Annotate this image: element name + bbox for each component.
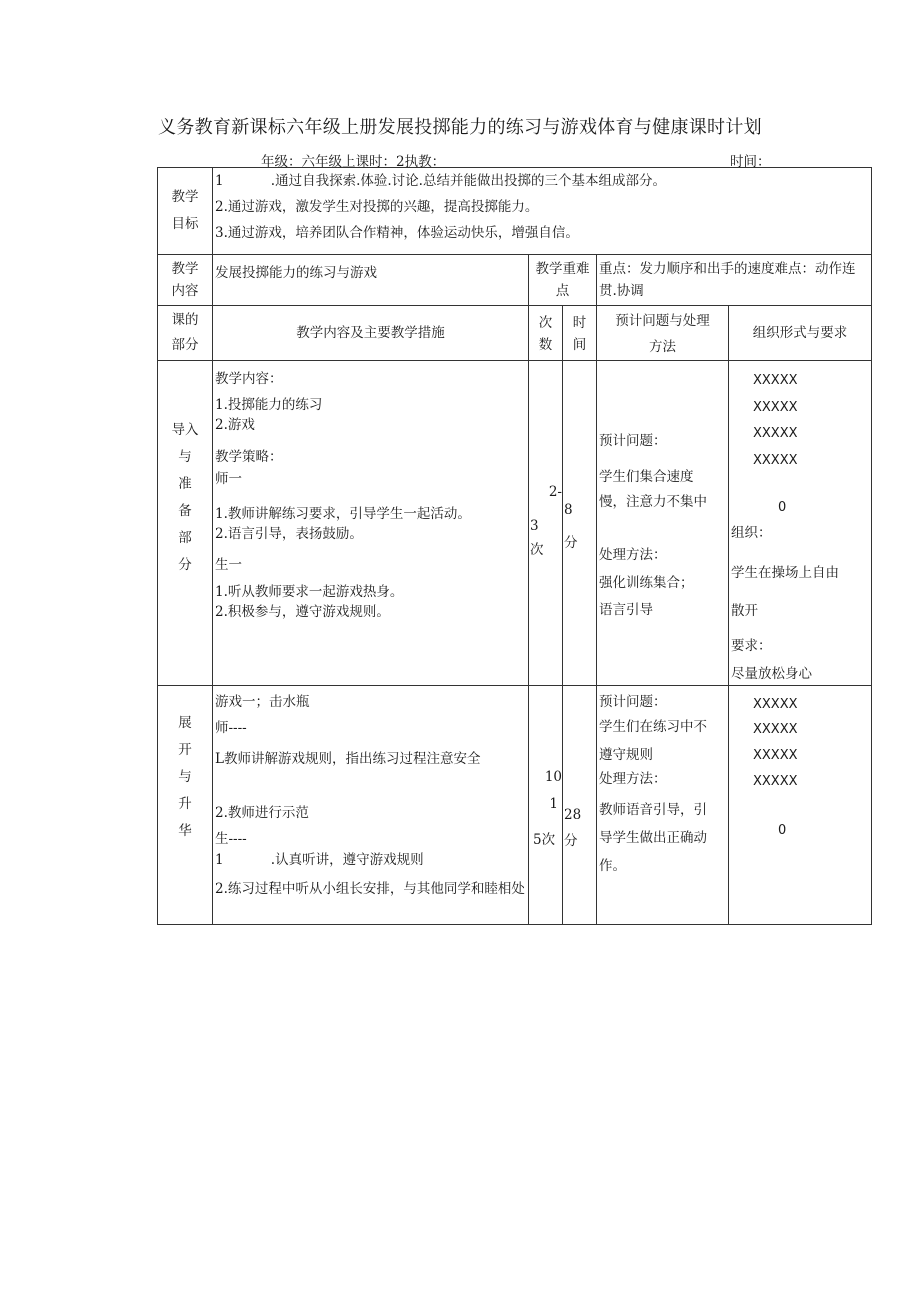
- header-row: [158, 306, 872, 361]
- objective-item: 3.通过游戏，培养团队合作精神，体验运动快乐，增强自信。: [215, 225, 579, 241]
- section-develop-label: 展 开 与 升 华: [158, 686, 213, 925]
- header-count: 次 数: [529, 306, 563, 361]
- objective-item: 1 .通过自我探索.体验.讨论.总结并能做出投掷的三个基本组成部分。: [215, 173, 666, 189]
- meta-grade-line: 年级：六年级上课时：2执教：: [261, 154, 446, 170]
- section-intro-content: 教学内容： 1.投掷能力的练习 2.游戏 教学策略： 师一 1.教师讲解练习要求，引导学生一起活动。 2.语言引导，表扬鼓励。 生一 1.听从教师要求一起游戏热身。 2.积极参与，遵守游戏规则。: [213, 361, 529, 686]
- section-develop-content: 游戏一；击水瓶 师---- L教师讲解游戏规则，指出练习过程注意安全 2.教师进行示范 生---- 1 .认真听讲，遵守游戏规则 2.练习过程中听从小组长安排，与其他同学和睦相处: [213, 686, 529, 925]
- section-develop-problems: 预计问题： 学生们在练习中不遵守规则 处理方法： 教师语音引导，引导学生做出正确动作。: [597, 686, 729, 925]
- section-intro-org: XXXXX XXXXX XXXXX XXXXX 0 组织： 学生在操场上自由散开 要求： 尽量放松身心: [729, 361, 872, 686]
- content-label: 教学 内容: [158, 255, 213, 306]
- section-develop-row: [158, 686, 872, 925]
- lesson-plan-table: [157, 167, 872, 925]
- section-intro-label: 导入 与 准 备 部 分: [158, 361, 213, 686]
- header-time: 时 间: [563, 306, 597, 361]
- content-row: [158, 255, 872, 306]
- section-intro-row: [158, 361, 872, 686]
- header-content: 教学内容及主要教学措施: [213, 306, 529, 361]
- section-develop-org: XXXXX XXXXX XXXXX XXXXX 0: [729, 686, 872, 925]
- key-points-label: 教学重难 点: [529, 255, 597, 306]
- key-points-value: 重点：发力顺序和出手的速度难点：动作连贯.协调: [597, 255, 872, 306]
- objective-item: 2.通过游戏，激发学生对投掷的兴趣，提高投掷能力。: [215, 199, 539, 215]
- section-intro-problems: 预计问题： 学生们集合速度慢，注意力不集中 处理方法： 强化训练集合； 语言引导: [597, 361, 729, 686]
- meta-time: 时间：: [730, 154, 771, 170]
- section-develop-count: 10 1 5次: [529, 686, 563, 925]
- objectives-list: [213, 168, 872, 255]
- document-title: 义务教育新课标六年级上册发展投掷能力的练习与游戏体育与健康课时计划: [158, 117, 762, 138]
- section-intro-time: 8 分: [563, 361, 597, 686]
- objectives-row: [158, 168, 872, 255]
- content-value: 发展投掷能力的练习与游戏: [213, 255, 529, 306]
- header-part: 课的 部分: [158, 306, 213, 361]
- header-problems: 预计问题与处理 方法: [597, 306, 729, 361]
- section-develop-time: 28 分: [563, 686, 597, 925]
- section-intro-count: 2- 3 次: [529, 361, 563, 686]
- objectives-label: 教学 目标: [158, 168, 213, 255]
- header-org: 组织形式与要求: [729, 306, 872, 361]
